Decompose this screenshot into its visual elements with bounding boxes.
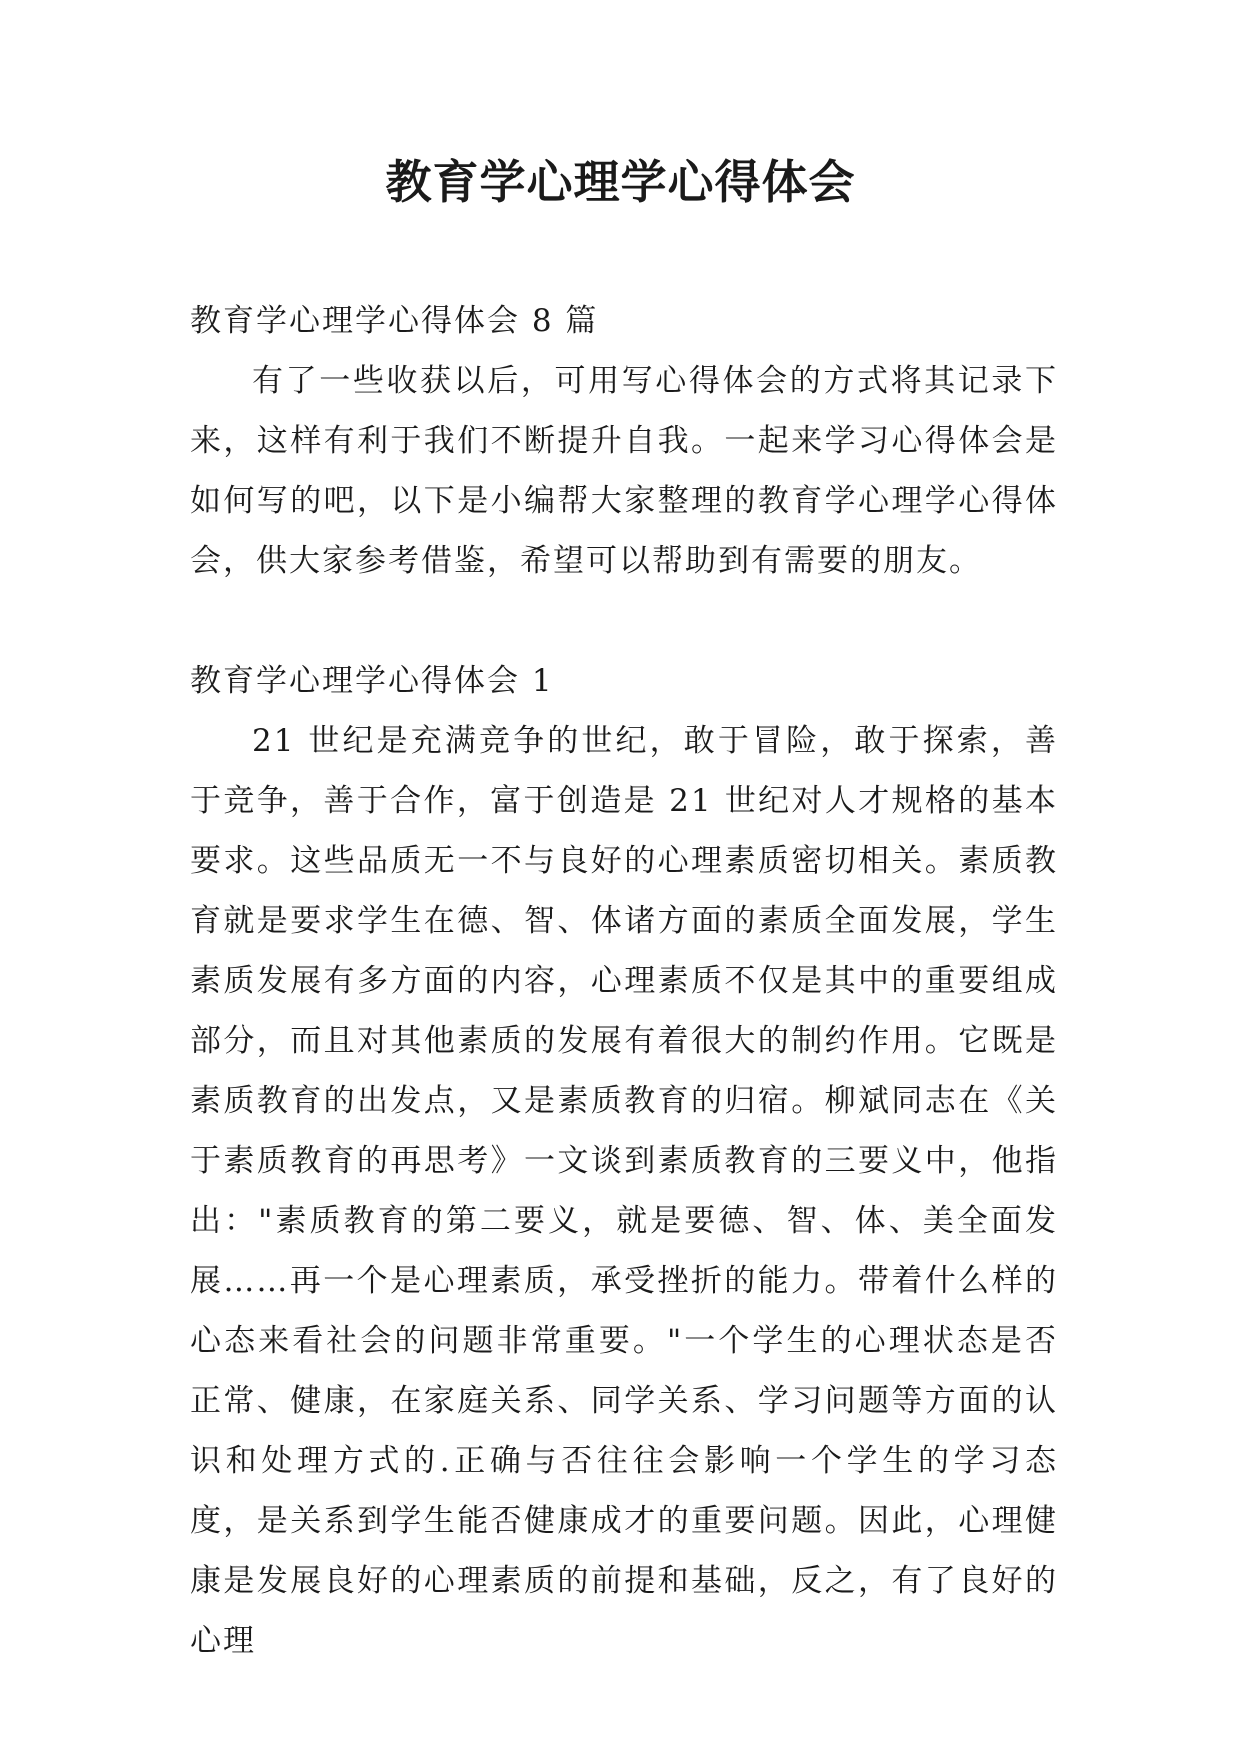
subtitle: 教育学心理学心得体会 8 篇 — [190, 303, 599, 339]
intro-paragraph: 有了一些收获以后，可用写心得体会的方式将其记录下来，这样有利于我们不断提升自我。一起来学习心得体会是如何写的吧，以下是小编帮大家整理的教育学心理学心得体会，供大家参考借鉴，希望可以帮助到有需要的朋友。 — [190, 363, 1058, 579]
section-heading: 教育学心理学心得体会 1 — [190, 663, 554, 699]
section-paragraph: 21 世纪是充满竞争的世纪，敢于冒险，敢于探索，善于竞争，善于合作，富于创造是 21 世纪对人才规格的基本要求。这些品质无一不与良好的心理素质密切相关。素质教育就是要求学生在德、智、体诸方面的素质全面发展，学生素质发展有多方面的内容，心理素质不仅是其中的重要组成部分，而且对其他素质的发展有着很大的制约作用。它既是素质教育的出发点，又是素质教育的归宿。柳斌同志在《关于素质教育的再思考》一文谈到素质教育的三要义中，他指出："素质教育的第二要义，就是要德、智、体、美全面发展……再一个是心理素质，承受挫折的能力。带着什么样的心态来看社会的问题非常重要。"一个学生的心理状态是否正常、健康，在家庭关系、同学关系、学习问题等方面的认识和处理方式的.正确与否往往会影响一个学生的学习态度，是关系到学生能否健康成才的重要问题。因此，心理健康是发展良好的心理素质的前提和基础，反之，有了良好的心理 — [190, 723, 1058, 1659]
document-body — [190, 291, 1058, 1671]
document-title: 教育学心理学心得体会 — [385, 155, 856, 209]
section-spacer — [190, 591, 1058, 651]
